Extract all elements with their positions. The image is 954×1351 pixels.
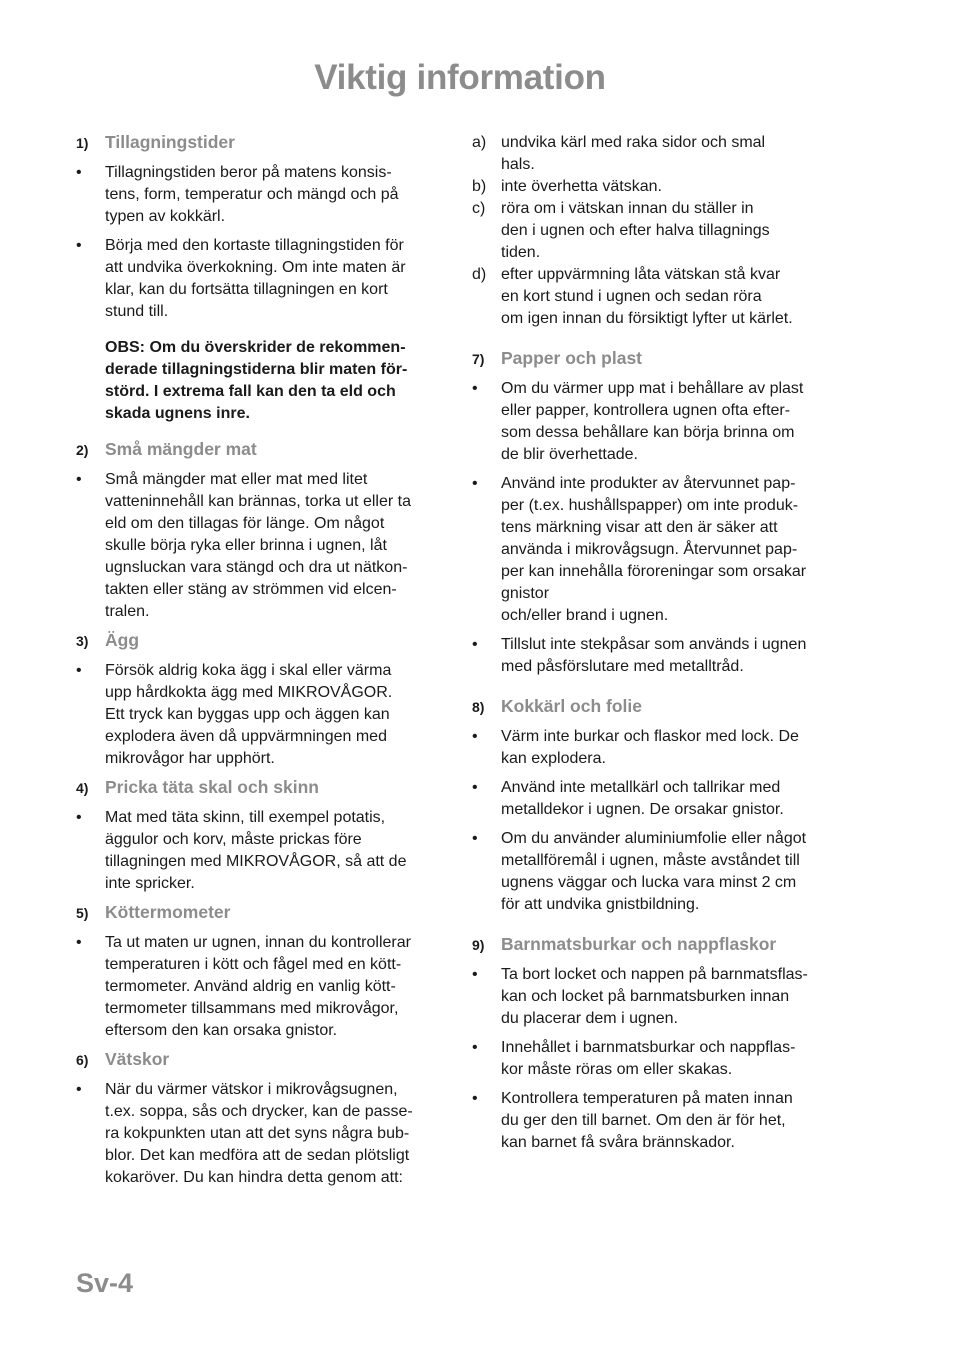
bullet-icon: • xyxy=(76,809,82,826)
right-column xyxy=(472,132,848,1161)
step-text: undvika kärl med raka sidor och smal hals. xyxy=(501,134,766,173)
section-heading xyxy=(472,348,848,372)
bullet-icon: • xyxy=(472,1039,478,1056)
section-number: 2) xyxy=(76,442,89,458)
section-heading xyxy=(472,696,848,720)
section-heading xyxy=(76,1049,448,1073)
bullet-icon: • xyxy=(472,830,478,847)
step-label: c) xyxy=(472,200,486,217)
section-prick-skins xyxy=(76,777,448,895)
section-title: Små mängder mat xyxy=(105,439,257,459)
section-title: Kokkärl och folie xyxy=(501,696,643,716)
list-item-text: När du värmer vätskor i mikrovågsugnen, t.ex. soppa, sås och drycker, kan de passe- ra kokpunkten utan att det syns några bub- blor. Det kan medföra att de sedan plötsligt kokaröver. Du kan hindra detta genom att: xyxy=(105,1081,413,1186)
section-cooking-times xyxy=(76,132,448,425)
section-number: 6) xyxy=(76,1052,89,1068)
list-item xyxy=(76,162,448,228)
bullet-icon: • xyxy=(472,380,478,397)
bullet-icon: • xyxy=(472,728,478,745)
section-heading xyxy=(472,934,848,958)
section-heading xyxy=(76,630,448,654)
list-item xyxy=(472,1037,848,1081)
list-item-text: Små mängder mat eller mat med litet vatteninnehåll kan brännas, torka ut eller ta eld om den tillagas för länge. Om något skulle börja ryka eller brinna i ugnen, låt ugnsluckan vara stängd och dra ut nätkon- takten eller stäng av strömmen vid elcen- tralen. xyxy=(105,471,411,620)
list-item xyxy=(472,828,848,916)
bullet-icon: • xyxy=(472,779,478,796)
list-item-text: Om du värmer upp mat i behållare av plast eller papper, kontrollera ugnen ofta efter- som dessa behållare kan börja brinna om de blir överhettade. xyxy=(501,380,804,463)
section-title: Vätskor xyxy=(105,1049,170,1069)
section-number: 7) xyxy=(472,351,485,367)
list-item-text: Om du använder aluminiumfolie eller något metallföremål i ugnen, måste avståndet till ugnens väggar och lucka vara minst 2 cm för att undvika gnistbildning. xyxy=(501,830,807,913)
bullet-icon: • xyxy=(472,966,478,983)
list-item-text: Tillagningstiden beror på matens konsis- tens, form, temperatur och mängd och på typen av kokkärl. xyxy=(105,164,399,225)
bullet-icon: • xyxy=(76,237,82,254)
section-title: Köttermometer xyxy=(105,902,231,922)
bullet-icon: • xyxy=(76,1081,82,1098)
list-item-text: Börja med den kortaste tillagningstiden för att undvika överkokning. Om inte maten är klar, kan du fortsätta tillagningen en kort stund till. xyxy=(105,237,406,320)
step-label: b) xyxy=(472,178,487,195)
list-item xyxy=(472,726,848,770)
bullet-icon: • xyxy=(76,164,82,181)
list-item-text: Mat med täta skinn, till exempel potatis, äggulor och korv, måste prickas före tillagningen med MIKROVÅGOR, så att de inte spricker. xyxy=(105,809,407,892)
list-item xyxy=(76,807,448,895)
bullet-icon: • xyxy=(472,475,478,492)
page-title: Viktig information xyxy=(314,58,606,97)
section-title: Ägg xyxy=(105,630,140,650)
section-cookware-foil xyxy=(472,696,848,916)
list-item-text: Ta bort locket och nappen på barnmatsflas- kan och locket på barnmatsburken innan du placerar dem i ugnen. xyxy=(501,966,808,1027)
bullet-icon: • xyxy=(76,662,82,679)
section-paper-plastic xyxy=(472,348,848,678)
list-item xyxy=(472,473,848,627)
list-item-text: Värm inte burkar och flaskor med lock. De kan explodera. xyxy=(501,728,799,767)
section-title: Papper och plast xyxy=(501,348,643,368)
section-number: 1) xyxy=(76,135,89,151)
list-item xyxy=(472,964,848,1030)
section-number: 5) xyxy=(76,905,89,921)
list-item xyxy=(472,1088,848,1154)
bullet-icon: • xyxy=(472,636,478,653)
section-number: 8) xyxy=(472,699,485,715)
step-item xyxy=(472,176,848,198)
list-item xyxy=(472,777,848,821)
section-heading xyxy=(76,439,448,463)
list-item-text: Använd inte metallkärl och tallrikar med metalldekor i ugnen. De orsakar gnistor. xyxy=(501,779,784,818)
bullet-icon: • xyxy=(76,934,82,951)
section-baby-food xyxy=(472,934,848,1154)
section-heading xyxy=(76,132,448,156)
list-item xyxy=(76,660,448,770)
list-item xyxy=(76,469,448,623)
section-eggs xyxy=(76,630,448,770)
section-heading xyxy=(76,902,448,926)
liquids-steps xyxy=(472,132,848,330)
step-label: a) xyxy=(472,134,487,151)
bullet-icon: • xyxy=(76,471,82,488)
step-item xyxy=(472,264,848,330)
section-number: 4) xyxy=(76,780,89,796)
list-item-text: Innehållet i barnmatsburkar och nappflas- kor måste röras om eller skakas. xyxy=(501,1039,796,1078)
list-item xyxy=(76,932,448,1042)
list-item-text: Försök aldrig koka ägg i skal eller värma upp hårdkokta ägg med MIKROVÅGOR. Ett tryck kan byggas upp och äggen kan explodera även då uppvärmningen med mikrovågor har upphört. xyxy=(105,662,393,767)
step-label: d) xyxy=(472,266,487,283)
step-text: röra om i vätskan innan du ställer in den i ugnen och efter halva tillagnings tiden. xyxy=(501,200,770,261)
list-item xyxy=(76,1079,448,1189)
left-column xyxy=(76,132,448,1196)
list-item-text: Tillslut inte stekpåsar som används i ugnen med påsförslutare med metalltråd. xyxy=(501,636,807,675)
section-title: Pricka täta skal och skinn xyxy=(105,777,319,797)
list-item xyxy=(472,378,848,466)
section-number: 3) xyxy=(76,633,89,649)
list-item-text: Använd inte produkter av återvunnet pap- per (t.ex. hushållspapper) om inte produk- tens märkning visar att den är säker att använda i mikrovågsugn. Återvunnet pap- per kan innehålla föroreningar som orsakar gnistor och/eller brand i ugnen. xyxy=(501,475,807,624)
list-item-text: Ta ut maten ur ugnen, innan du kontrollerar temperaturen i kött och fågel med en kött- termometer. Använd aldrig en vanlig kött- termometer tillsammans med mikrovågor, eftersom den kan orsaka gnistor. xyxy=(105,934,411,1039)
step-item xyxy=(472,198,848,264)
step-text: inte överhetta vätskan. xyxy=(501,178,662,195)
list-item-text: Kontrollera temperaturen på maten innan du ger den till barnet. Om den är för het, kan barnet få svåra brännskador. xyxy=(501,1090,793,1151)
section-liquids xyxy=(76,1049,448,1189)
step-item xyxy=(472,132,848,176)
list-item xyxy=(76,235,448,323)
section-heading xyxy=(76,777,448,801)
warning-note: OBS: Om du överskrider de rekommen- derade tillagningstiderna blir maten för- störd. I extrema fall kan den ta eld och skada ugnens inre. xyxy=(105,339,408,422)
section-number: 9) xyxy=(472,937,485,953)
section-title: Barnmatsburkar och nappflaskor xyxy=(501,934,777,954)
bullet-icon: • xyxy=(472,1090,478,1107)
section-small-amounts xyxy=(76,439,448,623)
page-number: Sv-4 xyxy=(76,1268,134,1298)
section-meat-thermometer xyxy=(76,902,448,1042)
step-text: efter uppvärmning låta vätskan stå kvar en kort stund i ugnen och sedan röra om igen innan du försiktigt lyfter ut kärlet. xyxy=(501,266,793,327)
section-title: Tillagningstider xyxy=(105,132,235,152)
list-item xyxy=(472,634,848,678)
